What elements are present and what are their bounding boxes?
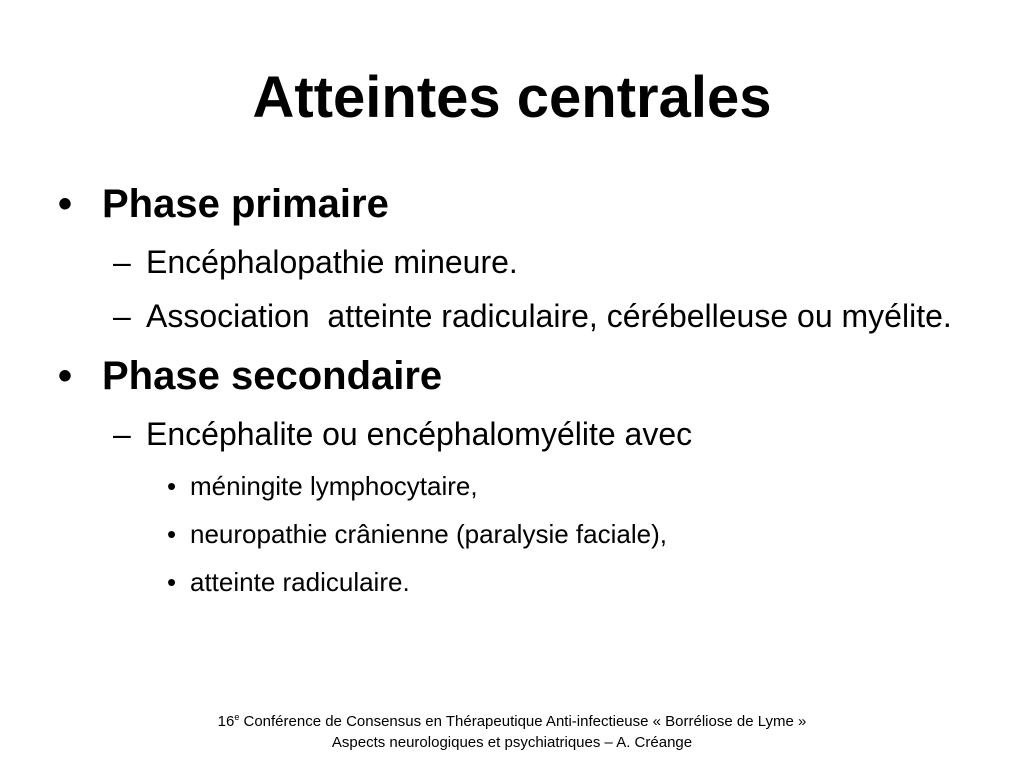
sub-item-text: Association atteinte radiculaire, cérébelleuse ou myélite. [146, 298, 952, 334]
footer-line-1 [0, 711, 1024, 732]
bullet-phase-primaire [56, 176, 986, 232]
dash-marker: – [113, 298, 131, 334]
sub-item [56, 238, 986, 286]
sub-sub-item-text: atteinte radiculaire. [190, 567, 410, 597]
footer-superscript: e [234, 712, 240, 722]
slide-content [56, 176, 986, 602]
bullet-phase-secondaire [56, 348, 986, 404]
dash-marker: – [113, 244, 131, 280]
small-bullet-marker: • [167, 471, 177, 501]
bullet-marker: • [58, 182, 73, 226]
slide-title: Atteintes centrales [252, 65, 772, 130]
sub-sub-item [56, 466, 986, 506]
sub-item-text: Encéphalopathie mineure. [146, 244, 518, 280]
section-heading: Phase primaire [102, 182, 389, 226]
section-heading: Phase secondaire [102, 354, 443, 398]
dash-marker: – [113, 416, 131, 452]
small-bullet-marker: • [167, 567, 177, 597]
sub-sub-item-text: méningite lymphocytaire, [190, 471, 478, 501]
sub-item [56, 410, 986, 458]
footer-number: 16 [217, 713, 235, 730]
slide-footer [0, 711, 1024, 753]
footer-line-2: Aspects neurologiques et psychiatriques – A. Créange [331, 734, 693, 751]
sub-sub-item-text: neuropathie crânienne (paralysie faciale), [190, 519, 667, 549]
sub-item [56, 292, 986, 340]
bullet-marker: • [58, 354, 73, 398]
sub-item-text: Encéphalite ou encéphalomyélite avec [146, 416, 693, 452]
sub-sub-item [56, 514, 986, 554]
sub-sub-item [56, 562, 986, 602]
footer-conference-text: Conférence de Consensus en Thérapeutique Anti-infectieuse « Borréliose de Lyme » [239, 713, 807, 730]
small-bullet-marker: • [167, 519, 177, 549]
